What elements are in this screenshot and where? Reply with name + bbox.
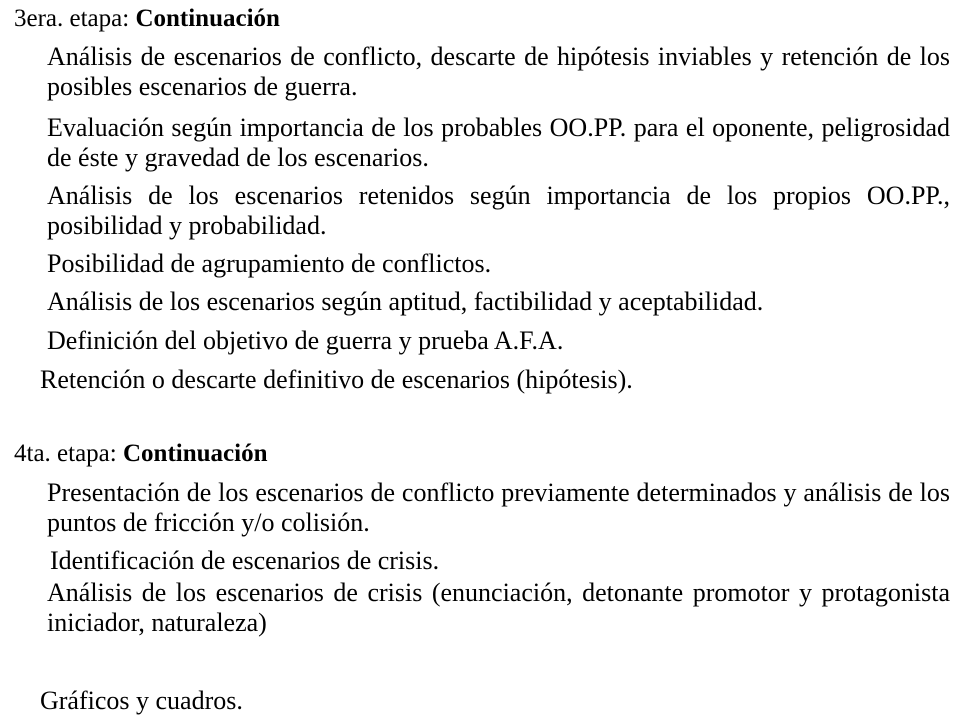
section-3-item: Posibilidad de agrupamiento de conflictos. (47, 249, 492, 278)
section-3-prefix: 3era. etapa: (14, 5, 136, 32)
section-3-item: Retención o descarte definitivo de escenarios (hipótesis). (40, 365, 633, 394)
section-4-item: Análisis de los escenarios de crisis (enunciación, detonante promotor y protagonista iniciador, naturaleza) (47, 578, 950, 637)
section-4-item: Presentación de los escenarios de conflicto previamente determinados y análisis de los puntos de fricción y/o colisión. (47, 478, 950, 537)
section-3-item: Análisis de escenarios de conflicto, descarte de hipótesis inviables y retención de los posibles escenarios de guerra. (47, 42, 950, 101)
section-3-item: Análisis de los escenarios según aptitud, factibilidad y aceptabilidad. (47, 287, 764, 316)
section-3-title: Continuación (135, 5, 280, 32)
section-4-item: Gráficos y cuadros. (40, 686, 243, 715)
section-3-heading (14, 5, 280, 33)
section-4-title: Continuación (122, 440, 268, 467)
section-3-item: Evaluación según importancia de los probables OO.PP. para el oponente, peligrosidad de éste y gravedad de los escenarios. (47, 113, 950, 172)
section-3-item: Análisis de los escenarios retenidos según importancia de los propios OO.PP., posibilidad y probabilidad. (47, 181, 950, 240)
section-4-prefix: 4ta. etapa: (14, 440, 123, 467)
section-4-item: Identificación de escenarios de crisis. (50, 546, 440, 575)
section-3-item: Definición del objetivo de guerra y prueba A.F.A. (47, 326, 564, 355)
section-4-heading (14, 440, 267, 468)
